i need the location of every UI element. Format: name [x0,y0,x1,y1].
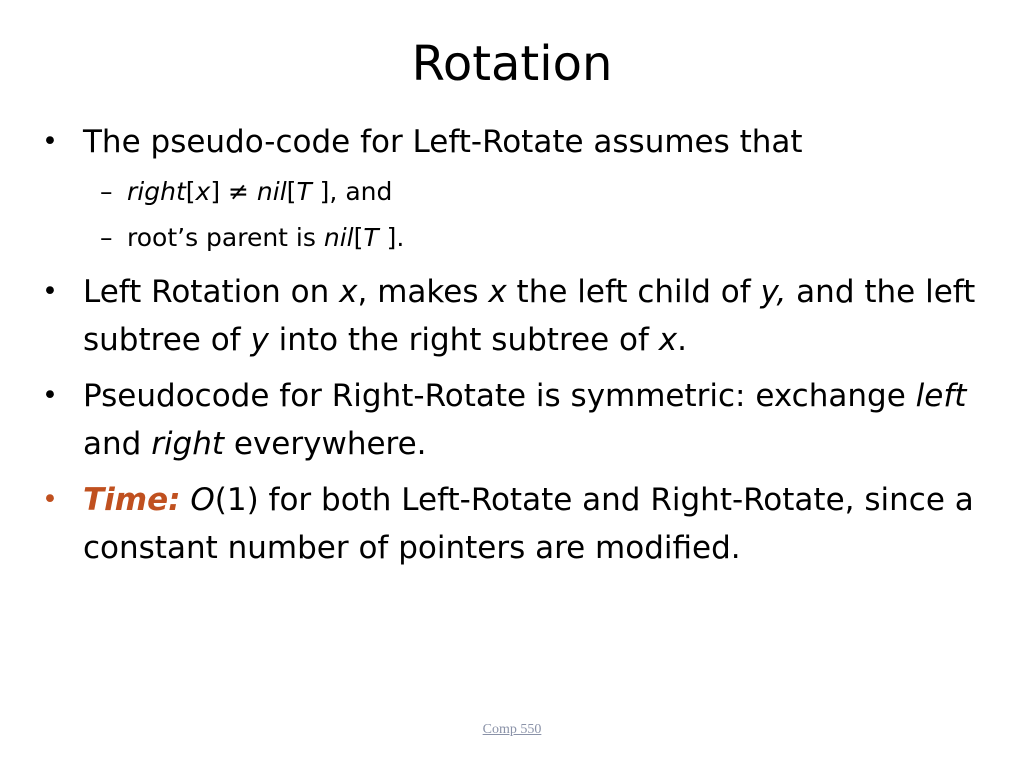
bullet-item-4 [42,476,992,572]
term-x: x [195,177,211,206]
term-nil: nil [323,223,354,252]
sub-bullet-list [42,170,992,260]
bullet-dot: • [42,126,58,157]
bullet-2-text-a: Left Rotation on [83,274,340,310]
bullet-item-2 [42,268,992,364]
term-right: right [151,426,225,462]
bullet-3-text-b: and [83,426,152,462]
term-nil: nil [256,177,287,206]
term-x: x [658,322,678,358]
bullet-dot-accent: • [42,484,58,515]
term-right: right [127,177,186,206]
term-T: T [296,177,312,206]
term-y: y, [760,274,787,310]
term-x: x [488,274,507,310]
sub-bullet-1 [42,170,992,214]
term-T: T [363,223,379,252]
not-equal-symbol: ≠ [220,177,257,206]
bullet-item-3 [42,372,992,468]
time-label: Time: [83,482,181,518]
term-left: left [915,378,967,414]
bullet-list [42,118,992,580]
bracket-open: [ [185,177,196,206]
sub-bullet-dash: – [100,177,113,206]
bullet-3-text-a: Pseudocode for Right-Rotate is symmetric: exchange [83,378,916,414]
sub-bullet-2-prefix: root’s parent is [127,223,324,252]
bullet-2-text-f: . [677,322,687,358]
term-x: x [339,274,358,310]
bullet-3-text-c: everywhere. [224,426,427,462]
bullet-dot: • [42,380,58,411]
bullet-2-text-c: the left child of [506,274,761,310]
term-y: y [250,322,269,358]
bullet-2-text-b: , makes [357,274,489,310]
sub-bullet-dash: – [100,223,113,252]
slide-footer [0,722,1024,738]
bullet-4-text: (1) for both Left-Rotate and Right-Rotate, since a constant number of pointers are modified. [83,482,974,566]
sub-bullet-2-tail: ]. [378,223,405,252]
bracket-open: [ [286,177,297,206]
sub-bullet-2 [42,216,992,260]
bullet-2-text-e: into the right subtree of [268,322,659,358]
footer-course-label: Comp 550 [482,722,542,737]
bracket-close: ] [210,177,221,206]
bullet-item-1 [42,118,992,166]
slide-title: Rotation [411,36,613,92]
bullet-2-text-d: and the left subtree of [83,274,976,358]
big-o-symbol: O [190,482,215,518]
bullet-dot: • [42,276,58,307]
sub-bullet-1-tail: ], and [311,177,393,206]
bracket-open: [ [353,223,364,252]
bullet-1-text: The pseudo-code for Left-Rotate assumes that [83,124,803,160]
